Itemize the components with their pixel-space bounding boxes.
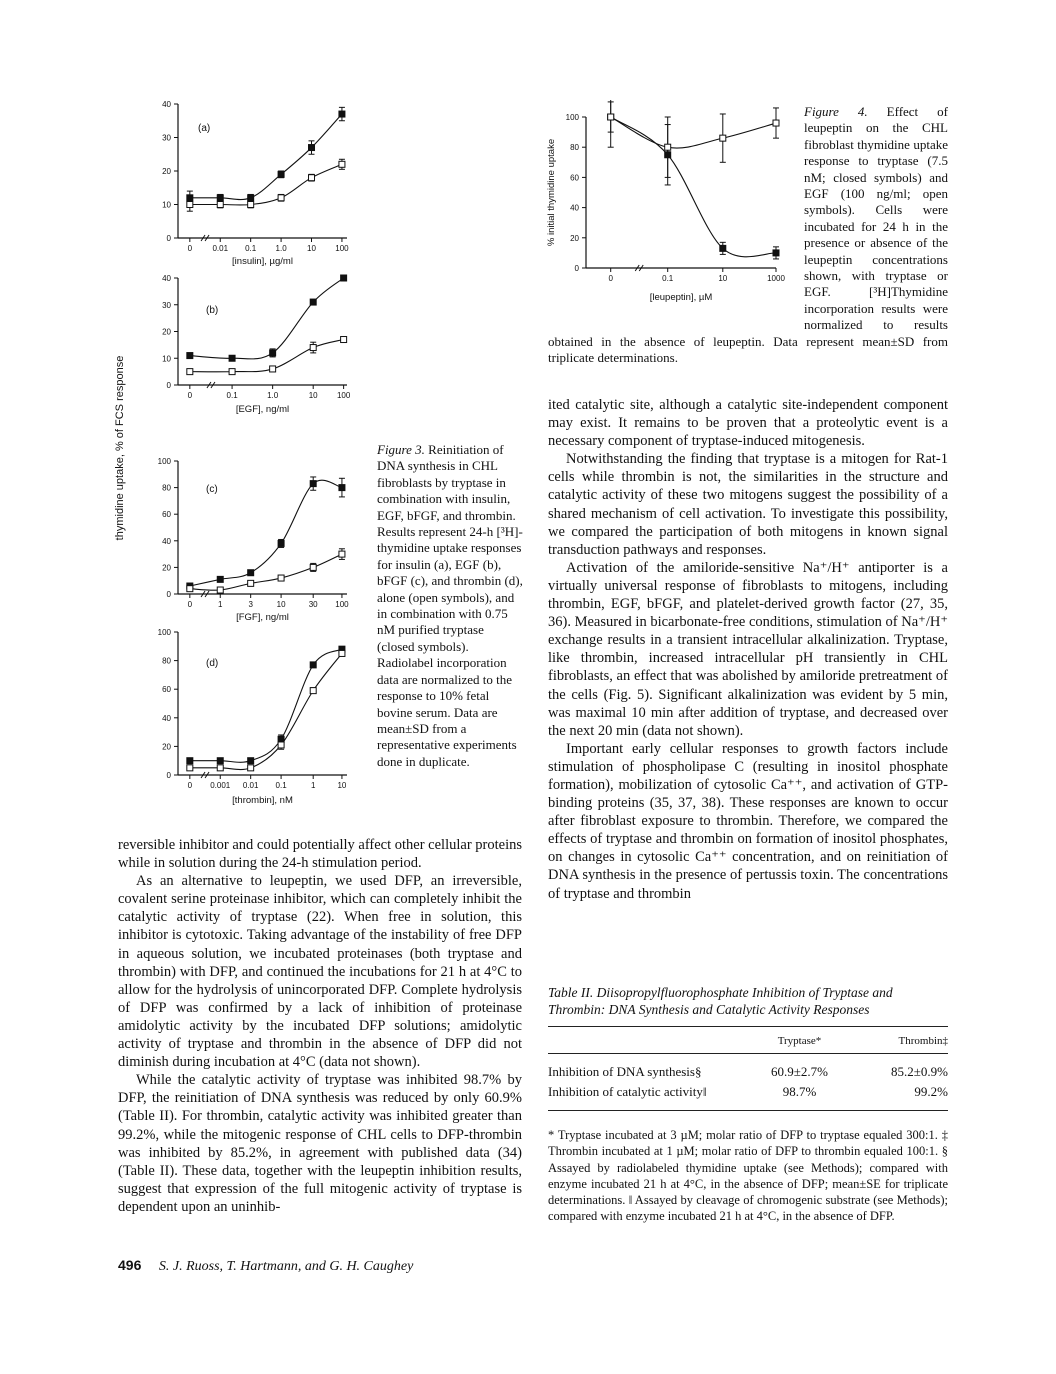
- body-text-right: [548, 396, 948, 903]
- figure-3: [100, 95, 380, 815]
- x-axis-label: [leupeptin], µM: [649, 292, 713, 303]
- data-point-closed: [217, 576, 223, 582]
- fig4-caption: [548, 104, 948, 367]
- data-point-open: [310, 688, 316, 694]
- x-tick-label: 0.01: [212, 244, 229, 253]
- y-tick-label: 100: [565, 113, 579, 122]
- data-point-open: [248, 202, 254, 208]
- y-tick-label: 60: [162, 510, 171, 520]
- x-axis-label: [insulin], µg/ml: [232, 256, 293, 267]
- y-tick-label: 30: [162, 133, 171, 143]
- data-point-open: [309, 175, 315, 181]
- table-cell: 60.9±2.7%: [771, 1064, 828, 1079]
- series-line-open: [190, 554, 342, 590]
- table-2-footnote: * Tryptase incubated at 3 µM; molar ratio of DFP to tryptase equaled 300:1. ‡ Thrombin incubated at 1 µM; molar ratio of DFP to thrombin equaled 100:1. § Assayed by radiolabeled thymidine uptake (see Methods); compared with enzyme incubated 21 h at 4°C, in the absence of DFP; mean±SE for triplicate determinations. ‖ Assayed by cleavage of chromogenic substrate (see Methods); compared with enzyme incubated 21 h at 4°C, in the absence of DFP.: [548, 1128, 948, 1224]
- data-point-open: [187, 369, 193, 375]
- data-point-closed: [339, 111, 345, 117]
- table-cell: 98.7%: [782, 1084, 817, 1099]
- x-tick-label: 0: [187, 600, 193, 609]
- x-tick-label: 10: [718, 274, 728, 283]
- paragraph: reversible inhibitor and could potentially affect other cellular proteins while in solution during the 24-h stimulation period.: [118, 837, 522, 872]
- y-tick-label: 40: [162, 100, 171, 109]
- y-tick-label: 20: [570, 233, 579, 243]
- x-tick-label: 0.1: [275, 781, 287, 790]
- y-tick-label: 40: [570, 203, 579, 213]
- page-number: 496: [118, 1257, 142, 1273]
- x-tick-label: 0: [187, 391, 193, 400]
- fig4-caption-body: Effect of leupeptin on the CHL fibroblast thymidine uptake response to tryptase (7.5 nM; closed symbols) and EGF (100 ng/ml; open symbols). Cells were incubated for 24 h in the presence or absence of the leupeptin concentrations shown, with tryptase or EGF. [³H]Thymidine incorporation results were normalized to results obtained in the absence of leupeptin. Data represent mean±SD from triplicate determinations.: [548, 104, 948, 366]
- data-point-closed: [187, 758, 193, 764]
- data-point-open: [339, 551, 345, 557]
- x-tick-label: 0: [187, 781, 193, 790]
- data-point-closed: [309, 145, 315, 151]
- x-tick-label: 0: [187, 244, 193, 253]
- x-tick-label: 10: [337, 781, 347, 790]
- footer-authors: S. J. Ruoss, T. Hartmann, and G. H. Caughey: [158, 1259, 414, 1274]
- data-point-closed: [248, 758, 254, 764]
- data-point-closed: [310, 481, 316, 487]
- x-tick-label: 0.01: [242, 781, 259, 790]
- x-tick-label: 1: [218, 600, 223, 609]
- panel-label: (d): [206, 658, 219, 669]
- y-tick-label: 100: [157, 628, 171, 637]
- fig3-caption-body: Reinitiation of DNA synthesis in CHL fibroblasts by tryptase in combination with insulin, EGF, bFGF, and thrombin. Results represent 24-h [³H]-thymidine uptake responses for insulin (a), EGF (b), bFGF (c), and thrombin (d), alone (open symbols), and in combination with 0.75 nM purified tryptase (closed symbols). Radiolabel incorporation data are normalized to the response to 10% fetal bovine serum. Data are mean±SD from a representative experiments done in duplicate.: [377, 442, 523, 769]
- x-axis-label: [thrombin], nM: [232, 795, 293, 806]
- fig3-caption: [377, 442, 523, 770]
- body-text-left: [118, 836, 522, 1216]
- data-point-open: [310, 564, 316, 570]
- series-line-closed: [190, 114, 342, 199]
- y-tick-label: 20: [162, 327, 171, 337]
- y-tick-label: 0: [574, 264, 579, 273]
- panel-b-egf: [162, 274, 351, 415]
- table-2-title: Table II. Diisopropylfluorophosphate Inhibition of Tryptase and Thrombin: DNA Synthesis and Catalytic Activity Responses: [548, 985, 893, 1017]
- data-point-open: [278, 195, 284, 201]
- table-2-header-thrombin: Thrombin‡: [898, 1035, 948, 1047]
- data-point-open: [278, 575, 284, 581]
- table-row-label: Inhibition of DNA synthesis§: [548, 1064, 702, 1079]
- y-tick-label: 0: [166, 590, 171, 599]
- data-point-closed: [229, 355, 235, 361]
- panel-label: (c): [206, 484, 218, 495]
- data-point-open: [339, 650, 345, 656]
- x-tick-label: 1000: [767, 274, 785, 283]
- y-tick-label: 100: [157, 457, 171, 466]
- x-tick-label: 30: [308, 600, 318, 609]
- data-point-open: [229, 369, 235, 375]
- panel-a-insulin: [162, 100, 349, 267]
- data-point-open: [310, 345, 316, 351]
- data-point-open: [278, 742, 284, 748]
- data-point-open: [187, 765, 193, 771]
- data-point-closed: [341, 275, 347, 281]
- table-2: [548, 984, 948, 1225]
- page-footer: [118, 1257, 413, 1275]
- x-tick-label: 10: [307, 244, 316, 253]
- table-row-label: Inhibition of catalytic activity‖: [548, 1084, 707, 1099]
- data-point-open: [341, 337, 347, 343]
- data-point-closed: [310, 662, 316, 668]
- table-row: [548, 1082, 948, 1111]
- panel-label: (a): [198, 123, 211, 134]
- x-tick-label: 1.0: [275, 244, 287, 253]
- table-cell: 99.2%: [914, 1084, 948, 1099]
- x-tick-label: 1: [310, 781, 316, 790]
- data-point-closed: [187, 353, 193, 359]
- x-tick-label: 0.1: [226, 391, 238, 400]
- y-tick-label: 10: [162, 354, 171, 364]
- y-tick-label: 80: [162, 483, 171, 493]
- paragraph: Important early cellular responses to growth factors include stimulation of phospholipase C (resulting in inositol phosphate formation), mobilization of cytosolic Ca⁺⁺, and activation of GTP-binding proteins (35, 37, 38). These responses are known to occur after fibroblast exposure to thrombin. Therefore, we compared the effects of tryptase and thrombin on formation of inositol phosphates, on changes in cytosolic Ca⁺⁺ concentration, and on reinitiation of DNA synthesis in the presence of pertussis toxin. The concentrations of tryptase and thrombin: [548, 740, 948, 902]
- fig4-caption-lead: Figure 4.: [804, 104, 868, 119]
- data-point-closed: [278, 540, 284, 546]
- data-point-open: [339, 161, 345, 167]
- data-point-closed: [270, 350, 276, 356]
- y-tick-label: 20: [162, 742, 171, 752]
- panel-c-fgf: [158, 457, 350, 623]
- paragraph: Activation of the amiloride-sensitive Na⁺/H⁺ antiporter is a virtually universal response of fibroblasts to mitogens, including thrombin, EGF, bFGF, and platelet-derived growth factor (27, 35, 36). Measured in bicarbonate-free conditions, stimulation of Na⁺/H⁺ exchange results in a transient intracellular alkalinization. Tryptase, like thrombin, increased intracellular pH transiently in CHL fibroblasts, an effect that was abolished by amiloride pretreatment of the cells (Fig. 5). Significant alkalinization was evident by 5 min, was maximal 10 min after addition of tryptase, and decreased over the next 20 min (data not shown).: [548, 559, 948, 739]
- data-point-closed: [217, 195, 223, 201]
- data-point-closed: [339, 485, 345, 491]
- fig3-caption-lead: Figure 3.: [377, 442, 425, 457]
- data-point-open: [217, 587, 223, 593]
- x-tick-label: 1.0: [267, 391, 279, 400]
- x-tick-label: 3: [248, 600, 253, 609]
- x-tick-label: 0.1: [662, 274, 674, 283]
- table-cell: 85.2±0.9%: [891, 1064, 948, 1079]
- paragraph: While the catalytic activity of tryptase was inhibited 98.7% by DFP, the reinitiation of DNA synthesis was reduced by only 60.9% (Table II). For thrombin, catalytic activity was inhibited greater than 99.2%, while the mitogenic response of CHL cells to DFP-thrombin was inhibited by 85.2%, in agreement with published data (34) (Table II). These data, together with the leupeptin inhibition results, suggest that expression of the full mitogenic activity of tryptase is dependent upon an uninhib-: [118, 1072, 522, 1215]
- y-tick-label: 20: [162, 563, 171, 573]
- y-tick-label: 40: [162, 274, 171, 283]
- series-line-open: [190, 164, 342, 205]
- y-tick-label: 40: [162, 713, 171, 723]
- y-tick-label: 20: [162, 167, 171, 176]
- data-point-open: [187, 586, 193, 592]
- data-point-closed: [278, 171, 284, 177]
- y-tick-label: 40: [162, 536, 171, 546]
- x-tick-label: 100: [336, 391, 351, 400]
- table-2-header-tryptase: Tryptase*: [777, 1035, 822, 1047]
- table-row: [548, 1054, 948, 1083]
- series-line-closed: [190, 278, 344, 359]
- x-tick-label: 100: [335, 244, 349, 253]
- x-tick-label: 0: [608, 274, 613, 283]
- data-point-open: [217, 202, 223, 208]
- x-axis-label: [FGF], ng/ml: [236, 612, 289, 623]
- y-axis-label: % initial thymidine uptake: [546, 138, 557, 247]
- paragraph: ited catalytic site, although a catalytic site-independent component may exist. It remains to be proven that a proteolytic event is a necessary component of tryptase-induced mitogenesis.: [548, 397, 948, 450]
- y-tick-label: 30: [162, 300, 171, 310]
- paragraph: Notwithstanding the finding that tryptase is a mitogen for Rat-1 cells while thrombin is not, the similarities in the structure and catalytic activity of these two mitogens suggest the possibility of a shared mechanism of cell activation. To investigate this possibility, we compared the participation of both mitogens in known signal transduction pathways and responses.: [548, 451, 948, 558]
- paragraph: As an alternative to leupeptin, we used DFP, an irreversible, covalent serine proteinase inhibitor, which can completely inhibit the catalytic activity of tryptase (22). When free in solution, this inhibitor is cytotoxic. Taking advantage of the instability of free DFP in aqueous solution, we incubated proteinases (both tryptase and thrombin) with DFP, and continued the incubations for 21 h at 4°C to allow for the hydrolysis of unincorporated DFP. Complete hydrolysis of DFP was confirmed by a lack of inhibition of proteinase amidolytic activity by the incubated DFP solutions; amidolytic activity of tryptase and thrombin in the absence of DFP did not diminish during incubation at 4°C (data not shown).: [118, 873, 522, 1071]
- data-point-open: [217, 765, 223, 771]
- series-line-open: [190, 653, 342, 769]
- data-point-open: [270, 366, 276, 372]
- y-tick-label: 0: [166, 381, 171, 390]
- data-point-closed: [217, 758, 223, 764]
- x-tick-label: 0.1: [245, 244, 257, 253]
- fig3-shared-ylabel: thymidine uptake, % of FCS response: [114, 355, 126, 541]
- x-tick-label: 100: [335, 600, 349, 609]
- y-tick-label: 80: [570, 143, 579, 153]
- x-tick-label: 10: [308, 391, 318, 400]
- data-point-open: [248, 580, 254, 586]
- data-point-open: [187, 202, 193, 208]
- data-point-closed: [310, 299, 316, 305]
- x-tick-label: 0.001: [210, 781, 231, 790]
- panel-label: (b): [206, 305, 219, 316]
- x-axis-label: [EGF], ng/ml: [235, 404, 290, 415]
- panel-d-thrombin: [158, 628, 347, 806]
- x-tick-label: 10: [276, 600, 286, 609]
- data-point-open: [248, 765, 254, 771]
- data-point-closed: [248, 570, 254, 576]
- y-tick-label: 0: [166, 771, 171, 780]
- data-point-closed: [248, 195, 254, 201]
- series-line-closed: [190, 480, 342, 586]
- y-tick-label: 0: [166, 234, 171, 243]
- y-tick-label: 80: [162, 656, 171, 666]
- y-tick-label: 60: [162, 685, 171, 695]
- y-tick-label: 10: [162, 200, 171, 210]
- y-tick-label: 60: [570, 173, 579, 183]
